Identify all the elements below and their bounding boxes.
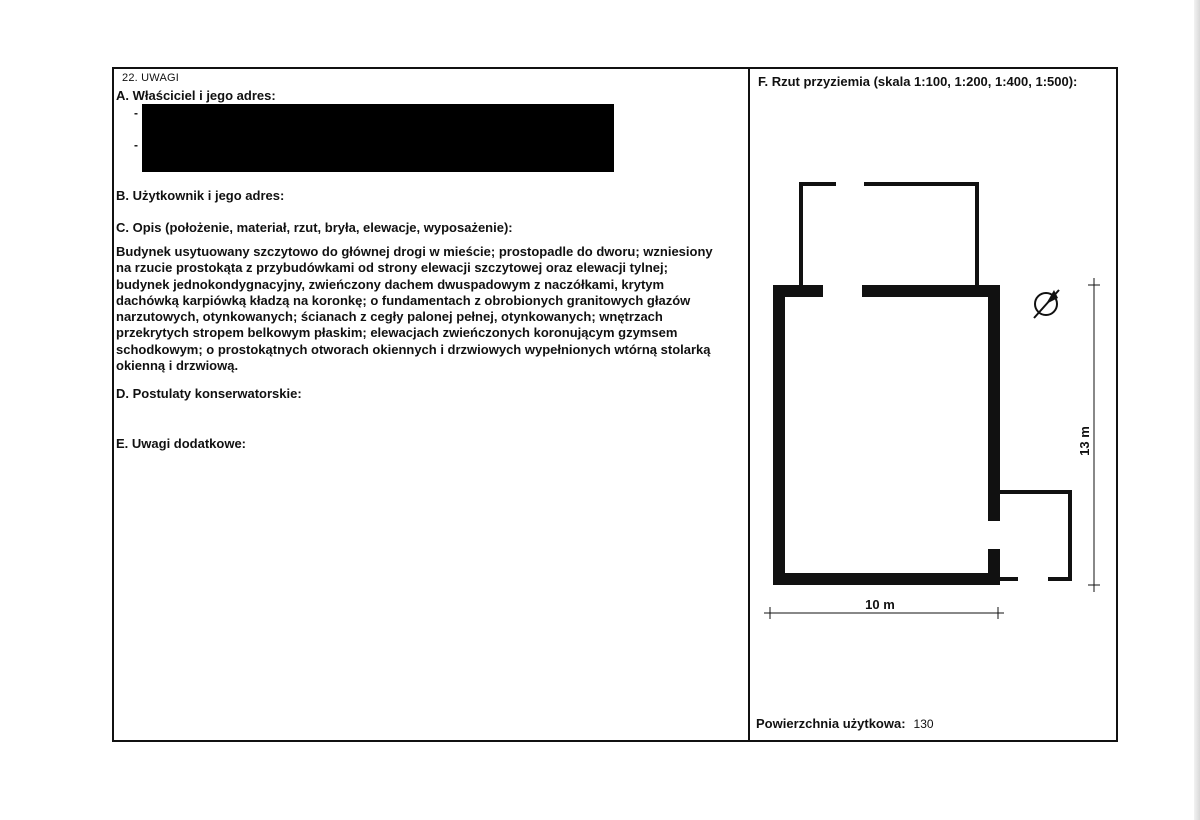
rear-annex	[999, 492, 1070, 579]
main-wall-right-lower	[988, 549, 1000, 585]
main-wall-top-right	[862, 285, 1000, 297]
owner-dash-1: -	[134, 106, 138, 120]
usable-area-value: 130	[913, 717, 934, 731]
usable-area	[756, 716, 934, 731]
page-edge	[1194, 0, 1200, 820]
main-wall-right-upper	[988, 285, 1000, 521]
plan-title: F. Rzut przyziemia (skala 1:100, 1:200, 1:400, 1:500):	[758, 74, 1078, 89]
front-annex-right-wall	[864, 184, 977, 292]
user-heading: B. Użytkownik i jego adres:	[116, 188, 285, 203]
description-heading: C. Opis (położenie, materiał, rzut, bryła, elewacje, wyposażenie):	[116, 220, 513, 235]
usable-area-label: Powierzchnia użytkowa:	[756, 716, 906, 731]
owner-heading: A. Właściciel i jego adres:	[116, 88, 276, 103]
north-arrow-icon	[1034, 290, 1059, 318]
description-text: Budynek usytuowany szczytowo do głównej drogi w mieście; prostopadle do dworu; wzniesiony na rzucie prostokąta z przybudówkami od strony elewacji szczytowej oraz elewacji tylnej; budynek jednokondygnacyjny, zwieńczony dachem dwuspadowym z naczółkami, krytym dachówką karpiówką kładzą na koronkę; o fundamentach z obrobionych granitowych głazów narzutowych, otynkowanych; ścianach z cegły palonej pełnej, otynkowanych; wnętrzach przekrytych stropem belkowym płaskim; elewacjach zwieńczonych koronującym gzymsem schodkowym; o prostokątnych otworach okiennych i drzwiowych wypełnionych wtórną stolarką okienną i drzwiową.	[116, 244, 713, 374]
remarks-panel	[116, 72, 746, 737]
conservation-heading: D. Postulaty konserwatorskie:	[116, 386, 302, 401]
front-annex-left-wall	[801, 184, 836, 292]
section-number: 22. UWAGI	[122, 72, 180, 84]
main-wall-left	[773, 285, 785, 585]
remarks-heading: E. Uwagi dodatkowe:	[116, 436, 247, 451]
floor-plan	[750, 160, 1116, 630]
redaction-block	[142, 104, 614, 172]
rear-annex-wall	[999, 492, 1070, 579]
main-building	[773, 285, 1000, 585]
front-annex	[801, 184, 977, 292]
height-dimension-label: 13 m	[1077, 426, 1092, 456]
width-dimension-label: 10 m	[865, 597, 895, 612]
main-wall-bottom	[773, 573, 1000, 585]
owner-dash-2: -	[134, 138, 138, 152]
